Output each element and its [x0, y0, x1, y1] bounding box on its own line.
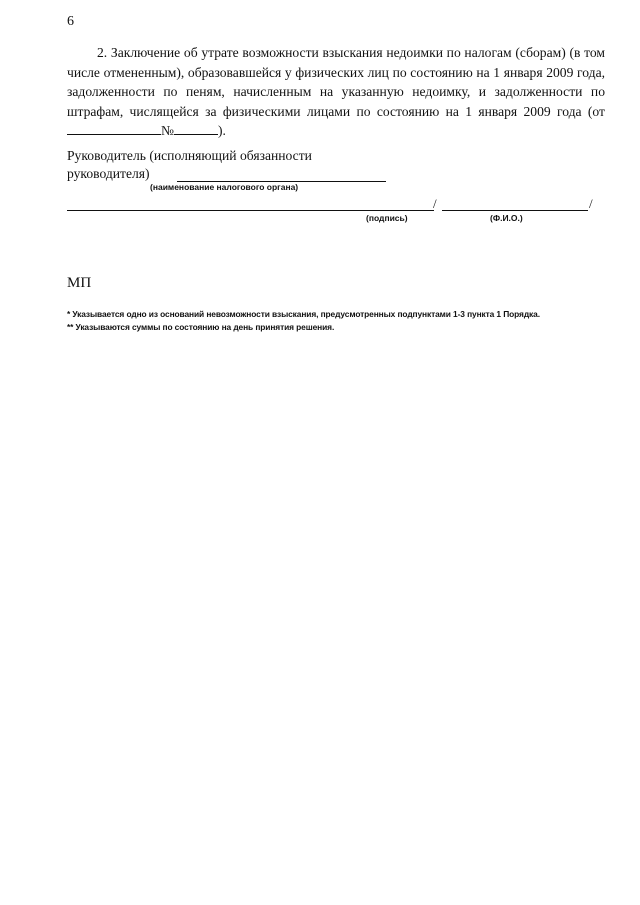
paragraph-text: 2. Заключение об утрате возможности взыскания недоимки по налогам (сборам) (в том числе отмененным), образовавшейся у физических лиц по состоянию на 1 января 2009 года, задолженности по пеням, начисленным на указанную недоимку, и задолженности по штрафам, числящейся за физическими лицами по состоянию на 1 января 2009 года (от — [67, 45, 605, 119]
paragraph-end: ). — [217, 123, 226, 138]
signature-line — [67, 210, 434, 211]
organ-name-caption: (наименование налогового органа) — [150, 182, 299, 192]
stamp-place-label: МП — [67, 275, 92, 291]
fio-line — [442, 210, 588, 211]
conclusion-paragraph — [67, 43, 605, 141]
number-blank — [174, 122, 218, 135]
signature-separator: / — [433, 196, 437, 211]
head-title-line1: Руководитель (исполняющий обязанности — [67, 148, 312, 163]
footnote-2: ** Указываются суммы по состоянию на день принятия решения. — [67, 322, 335, 332]
fio-separator: / — [589, 196, 593, 211]
page-number: 6 — [67, 14, 74, 29]
head-title-line2: руководителя) — [67, 166, 150, 181]
fio-caption: (Ф.И.О.) — [490, 213, 523, 223]
signature-caption: (подпись) — [366, 213, 408, 223]
number-sign: № — [161, 123, 174, 138]
date-blank — [67, 122, 161, 135]
footnote-1: * Указывается одно из оснований невозможности взыскания, предусмотренных подпунктами 1-3 пункта 1 Порядка. — [67, 309, 540, 319]
